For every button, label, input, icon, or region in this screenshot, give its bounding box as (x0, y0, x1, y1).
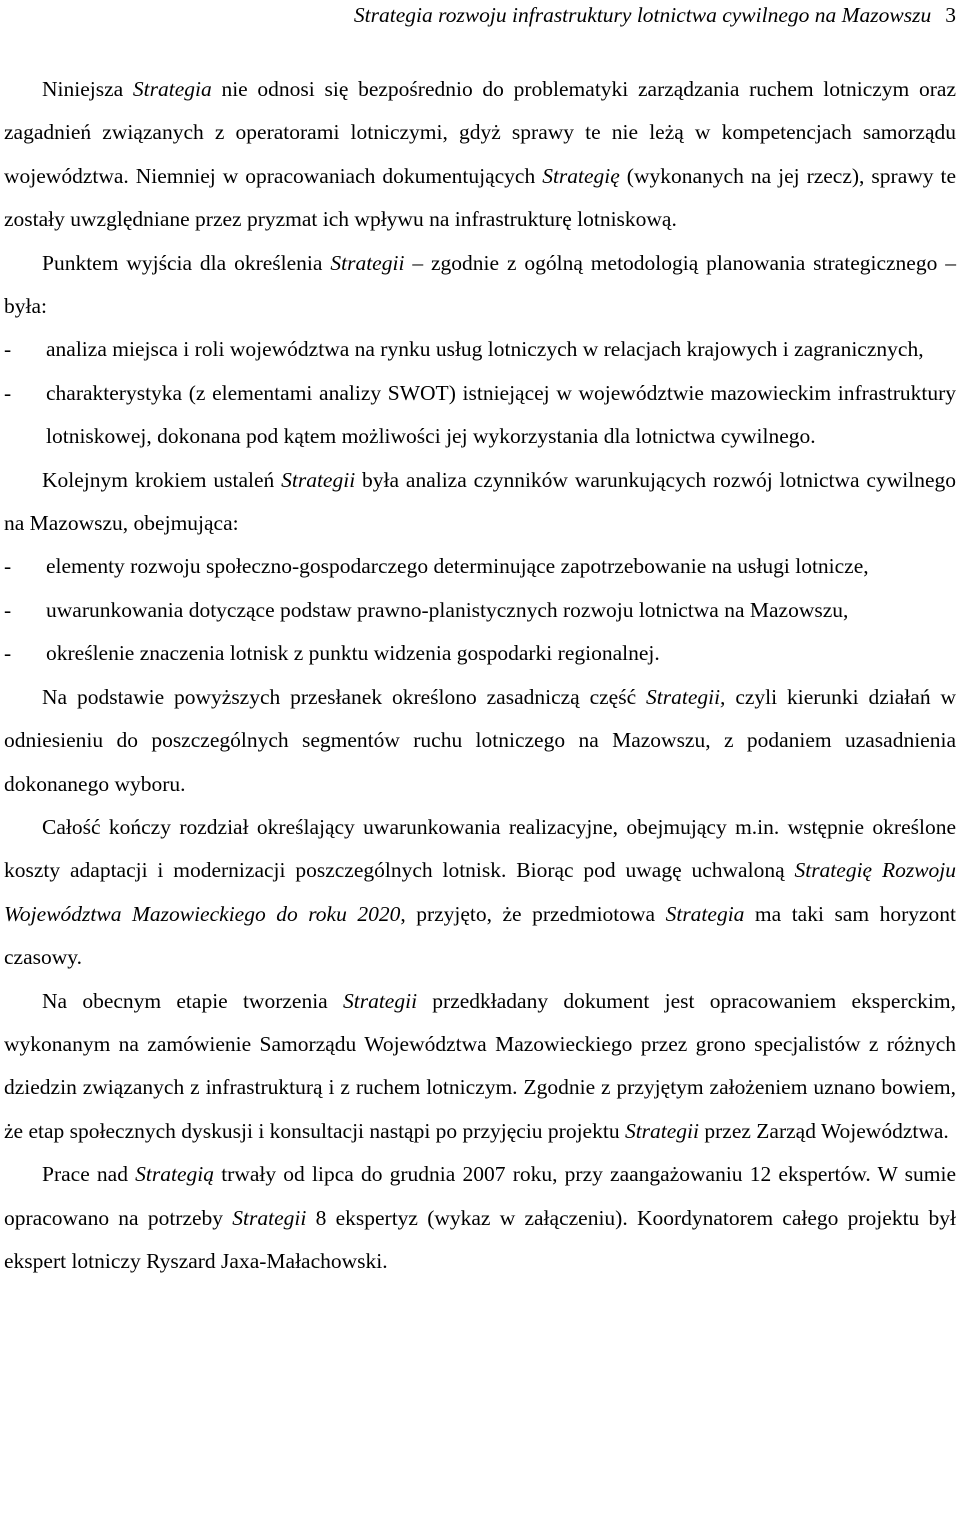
document-body (4, 68, 956, 1283)
text-run: ma taki sam horyzont czasowy. (4, 901, 956, 970)
text-run-italic: Strategii (232, 1205, 307, 1230)
list-dash: - (4, 337, 12, 362)
list-starting-point (4, 328, 956, 458)
text-run-italic: Strategia (132, 77, 212, 101)
text-run: trwały od lipca do grudnia 2007 roku, przy zaangażowaniu 12 ekspertów. W sumie opracowano na potrzeby (4, 1162, 957, 1230)
list-item-text: określenie znaczenia lotnisk z punktu widzenia gospodarki regionalnej. (46, 641, 660, 666)
list-item-text: uwarunkowania dotyczące podstaw prawno-planistycznych rozwoju lotnictwa na Mazowszu, (46, 597, 849, 622)
list-item-text: elementy rozwoju społeczno-gospodarczego determinujące zapotrzebowanie na usługi lotnicze, (46, 554, 869, 579)
paragraph-current-stage (4, 980, 956, 1154)
text-run-italic: Strategii (342, 988, 418, 1013)
list-factors (4, 545, 956, 675)
list-dash: - (4, 597, 12, 622)
text-run: czyli kierunki działań w odniesieniu do poszczególnych segmentów ruchu lotniczego na Mazowszu, z podaniem uzasadnienia dokonanego wyboru. (4, 684, 956, 796)
page-number: 3 (945, 3, 956, 27)
list-item (4, 589, 956, 632)
text-run: , przyjęto, że przedmiotowa (400, 901, 666, 926)
text-run: (wykonanych na jej rzecz), sprawy te zostały uwzględniane przez pryzmat ich wpływu na infrastrukturę lotniskową. (4, 163, 957, 232)
list-dash: - (4, 380, 12, 405)
paragraph-starting-point (4, 242, 956, 329)
text-run: była analiza czynników warunkujących rozwój lotnictwa cywilnego na Mazowszu, obejmująca: (4, 467, 956, 536)
header-title: Strategia rozwoju infrastruktury lotnictwa cywilnego na Mazowszu (353, 3, 932, 27)
text-run-italic: Strategią (135, 1162, 215, 1187)
list-item (4, 328, 956, 371)
text-run-italic: Strategii, (646, 684, 726, 709)
paragraph-core-part (4, 676, 956, 806)
text-run: Punktem wyjścia dla określenia (42, 250, 331, 275)
text-run: Całość kończy rozdział określający uwarunkowania realizacyjne, obejmujący m.in. wstępnie określone koszty adaptacji i modernizacji poszczególnych lotnisk. Biorąc pod uwagę uchwaloną (4, 814, 956, 883)
list-item-text: analiza miejsca i roli województwa na rynku usług lotniczych w relacjach krajowych i zagranicznych, (46, 337, 924, 362)
list-item (4, 632, 956, 675)
text-run-italic: Strategii (330, 250, 405, 275)
paragraph-next-step (4, 459, 956, 546)
running-header (354, 3, 956, 28)
text-run-italic: Strategia (665, 901, 745, 926)
paragraph-intro (4, 68, 956, 242)
text-run-italic: Strategii (281, 467, 356, 492)
paragraph-implementation (4, 806, 956, 980)
text-run-italic: Strategię Rozwoju Województwa Mazowieckiego do roku 2020 (4, 858, 957, 926)
text-run: – zgodnie z ogólną metodologią planowania strategicznego – była: (4, 250, 956, 319)
text-run-italic: Strategii (624, 1118, 700, 1143)
text-run: Na obecnym etapie tworzenia (42, 988, 343, 1013)
text-run: nie odnosi się bezpośrednio do problematyki zarządzania ruchem lotniczym oraz zagadnień związanych z operatorami lotniczymi, gdyż sprawy te nie leżą w kompetencjach samorządu województwa. Niemniej w opracowaniach dokumentujących (4, 77, 956, 188)
list-item (4, 372, 956, 459)
text-run: Niniejsza (42, 77, 133, 101)
text-run: Kolejnym krokiem ustaleń (42, 467, 282, 492)
list-dash: - (4, 554, 12, 579)
paragraph-work-summary (4, 1153, 956, 1283)
text-run-italic: Strategię (542, 163, 620, 188)
text-run: 8 ekspertyz (wykaz w załączeniu). Koordynatorem całego projektu był ekspert lotniczy Ryszard Jaxa-Małachowski. (4, 1205, 956, 1273)
text-run: przez Zarząd Województwa. (699, 1118, 949, 1143)
text-run: przedkładany dokument jest opracowaniem eksperckim, wykonanym na zamówienie Samorządu Województwa Mazowieckiego przez grono specjalistów z różnych dziedzin związanych z infrastrukturą i z ruchem lotniczym. Zgodnie z przyjętym założeniem uznano bowiem, że etap społecznych dyskusji i konsultacji nastąpi po przyjęciu projektu (4, 988, 956, 1143)
list-item-text: charakterystyka (z elementami analizy SWOT) istniejącej w województwie mazowieckim infrastruktury lotniskowej, dokonana pod kątem możliwości jej wykorzystania dla lotnictwa cywilnego. (46, 380, 956, 449)
list-item (4, 545, 956, 588)
text-run: Na podstawie powyższych przesłanek określono zasadniczą część (42, 684, 646, 709)
text-run: Prace nad (42, 1162, 136, 1187)
list-dash: - (4, 641, 12, 666)
